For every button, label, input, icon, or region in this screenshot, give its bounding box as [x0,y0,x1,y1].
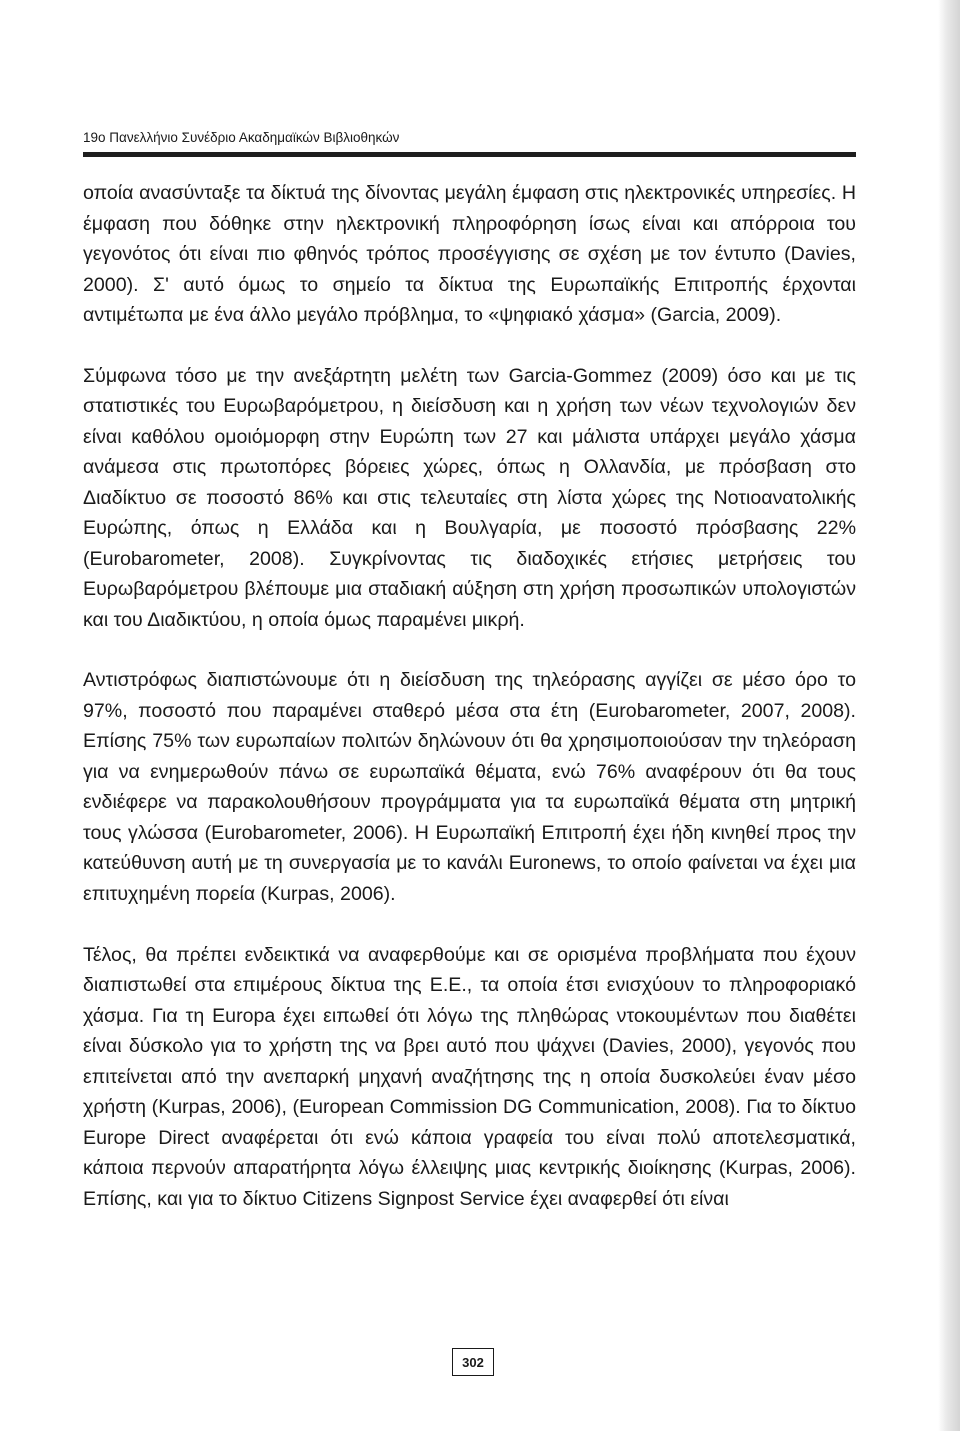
page-number: 302 [452,1348,494,1376]
paragraph-4: Τέλος, θα πρέπει ενδεικτικά να αναφερθούμε και σε ορισμένα προβλήματα που έχουν διαπιστωθεί στα επιμέρους δίκτυα της Ε.Ε., τα οποία έτσι ενισχύουν το πληροφοριακό χάσμα. Για τη Europa έχει ειπωθεί ότι λόγω της πληθώρας ντοκουμέντων που διαθέτει είναι δύσκολο για το χρήστη της να βρει αυτό που ψάχνει (Davies, 2000), γεγονός που επιτείνεται από την ανεπαρκή μηχανή αναζήτησης της η οποία δυσκολεύει έναν μέσο χρήστη (Kurpas, 2006), (European Commission DG Communication, 2008). Για το δίκτυο Europe Direct αναφέρεται ότι ενώ κάποια γραφεία του είναι πολύ αποτελεσματικά, κάποια περνούν απαρατήρητα λόγω έλλειψης μιας κεντρικής διοίκησης (Kurpas, 2006). Επίσης, και για το δίκτυο Citizens Signpost Service έχει αναφερθεί ότι είναι [83,943,856,1210]
scan-shadow-edge [938,0,960,1431]
paragraph-2: Σύμφωνα τόσο με την ανεξάρτητη μελέτη των Garcia-Gommez (2009) όσο και με τις στατιστικές του Ευρωβαρόμετρου, η διείσδυση και η χρήση των νέων τεχνολογιών δεν είναι καθόλου ομοιόμορφη στην Ευρώπη των 27 και μάλιστα υπάρχει μεγάλο χάσμα ανάμεσα στις πρωτοπόρες βόρειες χώρες, όπως η Ολλανδία, με πρόσβαση στο Διαδίκτυο σε ποσοστό 86% και στις τελευταίες στη λίστα χώρες της Νοτιοανατολικής Ευρώπης, όπως η Ελλάδα και η Βουλγαρία, με ποσοστό πρόσβασης 22% (Eurobarometer, 2008). Συγκρίνοντας τις διαδοχικές ετήσιες μετρήσεις του Ευρωβαρόμετρου βλέπουμε μια σταδιακή αύξηση στη χρήση προσωπικών υπολογιστών και του Διαδικτύου, η οποία όμως παραμένει μικρή. [83,364,856,631]
running-header: 19ο Πανελλήνιο Συνέδριο Ακαδημαϊκών Βιβλιοθηκών [83,130,400,145]
header-rule [83,152,856,157]
paragraph-3: Αντιστρόφως διαπιστώνουμε ότι η διείσδυση της τηλεόρασης αγγίζει σε μέσο όρο το 97%, ποσοστό που παραμένει σταθερό μέσα στα έτη (Eurobarometer, 2007, 2008). Επίσης 75% των ευρωπαίων πολιτών δηλώνουν ότι θα χρησιμοποιούσαν την τηλεόραση για να ενημερωθούν πάνω σε ευρωπαϊκά θέματα, ενώ 76% αναφέρουν ότι θα τους ενδιέφερε να παρακολουθήσουν προγράμματα για τα ευρωπαϊκά θέματα στη μητρική τους γλώσσα (Eurobarometer, 2006). Η Ευρωπαϊκή Επιτροπή έχει ήδη κινηθεί προς την κατεύθυνση αυτή με τη συνεργασία με το κανάλι Euronews, το οποίο φαίνεται να έχει μια επιτυχημένη πορεία (Kurpas, 2006). [83,669,856,905]
body-text [83,178,856,1214]
paragraph-1: οποία ανασύνταξε τα δίκτυά της δίνοντας μεγάλη έμφαση στις ηλεκτρονικές υπηρεσίες. Η έμφαση που δόθηκε στην ηλεκτρονική πληροφόρηση ίσως είναι και απόρροια του γεγονότος ότι είναι πιο φθηνός τρόπος προσέγγισης σε σχέση με τον έντυπο (Davies, 2000). Σ' αυτό όμως το σημείο τα δίκτυα της Ευρωπαϊκής Επιτροπής έρχονται αντιμέτωπα με ένα άλλο μεγάλο πρόβλημα, το «ψηφιακό χάσμα» (Garcia, 2009). [83,182,856,326]
